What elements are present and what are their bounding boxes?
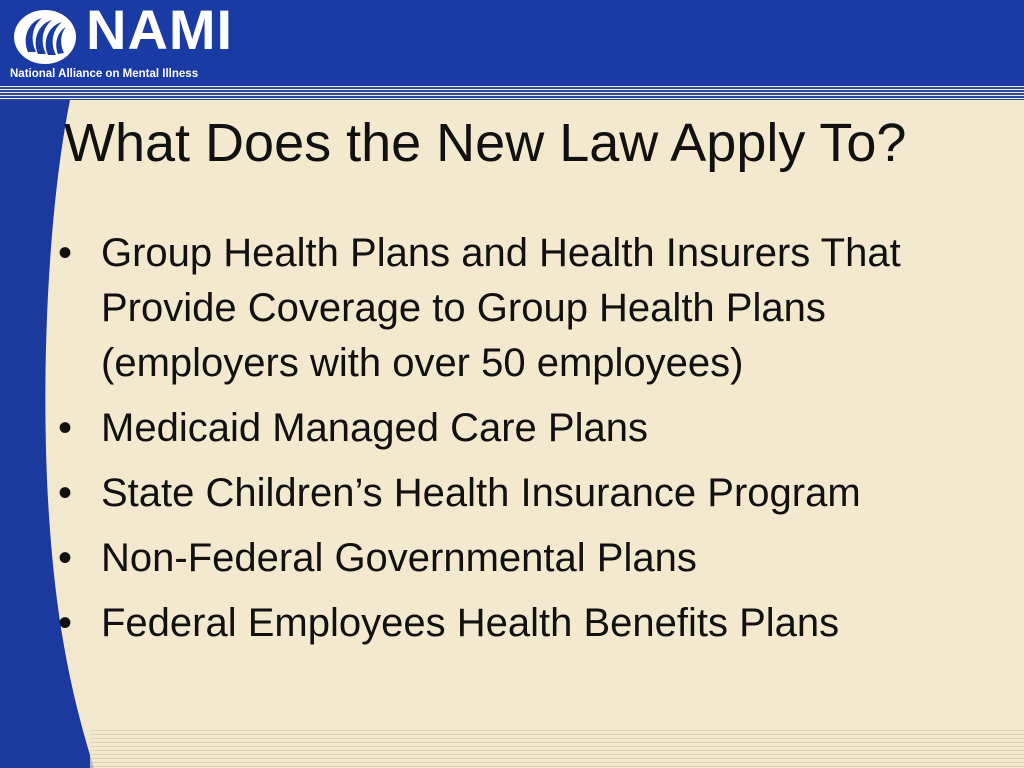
nami-swirl-logo-icon [12, 8, 78, 66]
bullet-text: Federal Employees Health Benefits Plans [101, 601, 840, 645]
bullet-text: Medicaid Managed Care Plans [101, 406, 648, 450]
slide-title: What Does the New Law Apply To? [64, 113, 907, 173]
bullet-list [58, 226, 988, 661]
bullet-text: Non-Federal Governmental Plans [101, 536, 697, 580]
list-item [58, 401, 988, 456]
list-item [58, 596, 988, 651]
footer-rule-lines [90, 730, 1024, 768]
bullet-marker: • [58, 601, 73, 645]
bullet-text: State Children’s Health Insurance Program [101, 471, 861, 515]
bullet-marker: • [58, 471, 73, 515]
bullet-text: Group Health Plans and Health Insurers That Provide Coverage to Group Health Plans (employers with over 50 employees) [101, 231, 901, 385]
nami-wordmark: NAMI [86, 0, 234, 61]
bullet-marker: • [58, 536, 73, 580]
list-item [58, 531, 988, 586]
nami-tagline: National Alliance on Mental Illness [10, 68, 199, 80]
header-divider-lines [0, 86, 1024, 100]
bullet-marker: • [58, 231, 73, 275]
list-item [58, 466, 988, 521]
list-item [58, 226, 988, 391]
bullet-marker: • [58, 406, 73, 450]
header-band [0, 0, 1024, 86]
nami-logo [10, 0, 234, 82]
